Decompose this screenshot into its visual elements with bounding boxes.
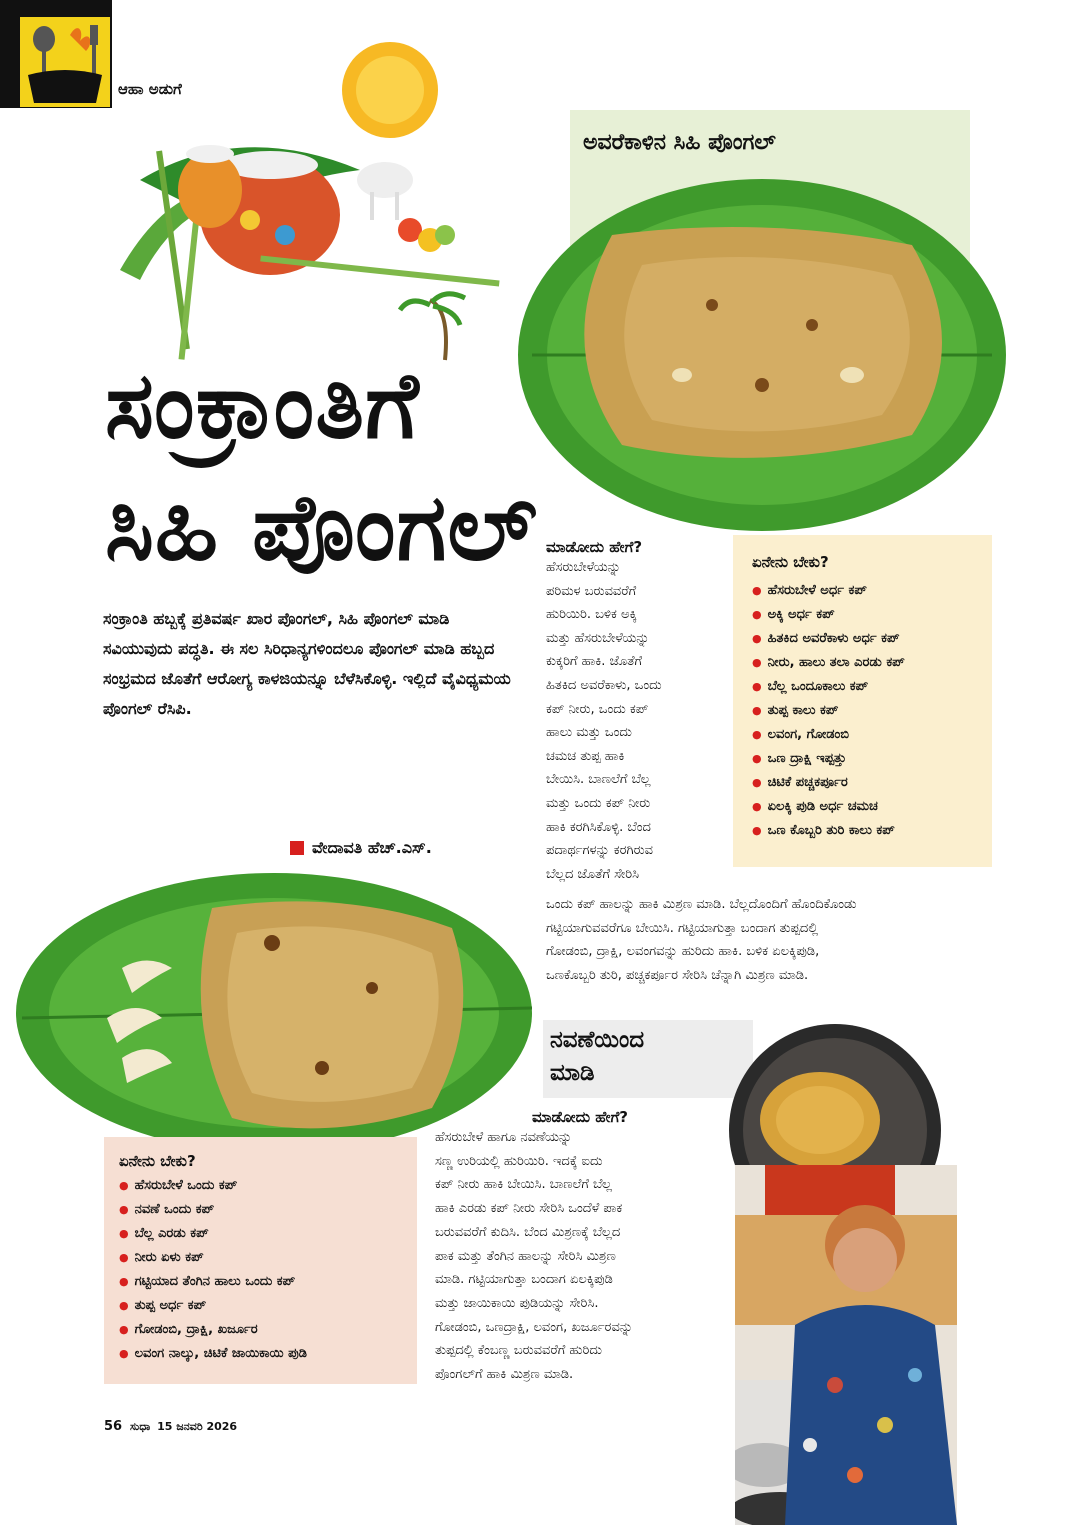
ingredient-item: ● ಹೆಸರುಬೇಳೆ ಒಂದು ಕಪ್ [119,1174,307,1198]
recipe1-ingredients [752,553,905,843]
method-line: ಒಣಕೊಬ್ಬರಿ ತುರಿ, ಪಚ್ಚಕರ್ಪೂರ ಸೇರಿಸಿ ಚೆನ್ನಾಗಿ ಮಿಶ್ರಣ ಮಾಡಿ. [546,967,809,983]
ingredient-item: ● ಅಕ್ಕಿ ಅರ್ಧ ಕಪ್ [752,603,905,627]
magazine-name: ಸುಧಾ [129,1420,151,1433]
method-line: ಚಮಚ ತುಪ್ಪ ಹಾಕಿ [546,748,625,764]
recipe2-title-line1: ನವಣೆಯಿಂದ [550,1027,645,1053]
method-line: ಮಾಡಿ. ಗಟ್ಟಿಯಾಗುತ್ತಾ ಬಂದಾಗ ಏಲಕ್ಕಿಪುಡಿ [435,1272,613,1288]
recipe1-method-heading: ಮಾಡೋದು ಹೇಗೆ? [546,538,643,556]
section-label: ಆಹಾ ಅಡುಗೆ [118,80,182,98]
author-byline [290,838,432,858]
ingredient-item: ● ಹಿತಕಿದ ಅವರೆಕಾಳು ಅರ್ಧ ಕಪ್ [752,627,905,651]
recipe1-ingredients-heading: ಏನೇನು ಬೇಕು? [752,553,829,571]
section-badge-icon-area [20,17,110,107]
ingredient-item: ● ಏಲಕ್ಕಿ ಪುಡಿ ಅರ್ಧ ಚಮಚ [752,795,905,819]
method-line: ಹೆಸರುಬೇಳೆಯನ್ನು [546,560,621,575]
recipe2-title-line2: ಮಾಡಿ [550,1060,595,1086]
recipe2-title [550,1024,644,1090]
method-line: ಹಾಲು ಮತ್ತು ಒಂದು [546,725,632,741]
method-line: ಪಾಕ ಮತ್ತು ತೆಂಗಿನ ಹಾಲನ್ನು ಸೇರಿಸಿ ಮಿಶ್ರಣ [435,1248,616,1264]
recipe1-method-lines [546,556,726,886]
issue-date: 15 ಜನವರಿ 2026 [157,1420,238,1433]
method-line: ಹುರಿಯಿರಿ. ಬಳಿಕ ಅಕ್ಕಿ [546,607,637,623]
ingredient-item: ● ನೀರು ಏಳು ಕಪ್ [119,1246,307,1270]
main-title-line1: ಸಂಕ್ರಾಂತಿಗೆ [105,352,420,459]
page-footer [104,1419,237,1434]
method-line: ಒಂದು ಕಪ್ ಹಾಲನ್ನು ಹಾಕಿ ಮಿಶ್ರಣ ಮಾಡಿ. ಬೆಲ್ಲದೊಂದಿಗೆ ಹೊಂದಿಕೊಂಡು [546,897,857,912]
method-line: ಗಟ್ಟಿಯಾಗುವವರೆಗೂ ಬೇಯಿಸಿ. ಗಟ್ಟಿಯಾಗುತ್ತಾ ಬಂದಾಗ ತುಪ್ಪದಲ್ಲಿ [546,920,819,936]
ingredient-item: ● ಲವಂಗ, ಗೋಡಂಬಿ [752,723,905,747]
recipe1-method [546,538,726,886]
recipe2-ingredients-heading: ಏನೇನು ಬೇಕು? [119,1152,196,1170]
recipe1-ingredients-list [752,579,905,843]
ingredient-item: ● ಹೆಸರುಬೇಳೆ ಅರ್ಧ ಕಪ್ [752,579,905,603]
ingredient-item: ● ಒಣ ದ್ರಾಕ್ಷಿ ಇಪ್ಪತ್ತು [752,747,905,771]
method-line: ತುಪ್ಪದಲ್ಲಿ ಕೆಂಬಣ್ಣ ಬರುವವರೆಗೆ ಹುರಿದು [435,1343,602,1359]
ingredient-item: ● ನವಣೆ ಒಂದು ಕಪ್ [119,1198,307,1222]
method-line: ಕುಕ್ಕರಿಗೆ ಹಾಕಿ. ಜೊತೆಗೆ [546,654,643,670]
method-line: ಪರಿಮಳ ಬರುವವರೆಗೆ [546,583,637,599]
ingredient-item: ● ತುಪ್ಪ ಕಾಲು ಕಪ್ [752,699,905,723]
method-line: ಸಣ್ಣ ಉರಿಯಲ್ಲಿ ಹುರಿಯಿರಿ. ಇದಕ್ಕೆ ಐದು [435,1153,603,1169]
ingredient-item: ● ನೀರು, ಹಾಲು ತಲಾ ಎರಡು ಕಪ್ [752,651,905,675]
page-number: 56 [104,1419,123,1434]
author-name: ವೇದಾವತಿ ಹೆಚ್.ಎಸ್. [312,838,432,857]
method-line: ಗೋಡಂಬಿ, ಒಣದ್ರಾಕ್ಷಿ, ಲವಂಗ, ಖರ್ಜೂರವನ್ನು [435,1319,633,1335]
recipe2-method-heading: ಮಾಡೋದು ಹೇಗೆ? [531,1108,629,1126]
method-line: ಗೋಡಂಬಿ, ದ್ರಾಕ್ಷಿ, ಲವಂಗವನ್ನು ಹುರಿದು ಹಾಕಿ. ಬಳಿಕ ಏಲಕ್ಕಿಪುಡಿ, [546,944,820,960]
method-line: ಬೇಯಿಸಿ. ಬಾಣಲೆಗೆ ಬೆಲ್ಲ [546,772,651,788]
ingredient-item: ● ಬೆಲ್ಲ ಒಂದೂಕಾಲು ಕಪ್ [752,675,905,699]
recipe1-method-continued [546,893,996,987]
recipe2-method-lines [435,1126,725,1387]
method-line: ಹಿತಕಿದ ಅವರೆಕಾಳು, ಒಂದು [546,677,662,693]
chef-photo [735,1165,957,1525]
recipe2-ingredients-list [119,1174,307,1366]
method-line: ಮತ್ತು ಜಾಯಿಕಾಯಿ ಪುಡಿಯನ್ನು ಸೇರಿಸಿ. [435,1295,599,1311]
method-line: ಹಾಕಿ ಎರಡು ಕಪ್ ನೀರು ಸೇರಿಸಿ ಒಂದೆಳೆ ಪಾಕ [435,1201,623,1217]
method-line: ಹಾಕಿ ಕರಗಿಸಿಕೊಳ್ಳಿ. ಬೆಂದ [546,819,651,835]
recipe1-title: ಅವರೆಕಾಳಿನ ಸಿಹಿ ಪೊಂಗಲ್ [583,130,776,155]
intro-paragraph: ಸಂಕ್ರಾಂತಿ ಹಬ್ಬಕ್ಕೆ ಪ್ರತಿವರ್ಷ ಖಾರ ಪೊಂಗಲ್, ಸಿಹಿ ಪೊಂಗಲ್ ಮಾಡಿ ಸವಿಯುವುದು ಪದ್ಧತಿ. ಈ ಸಲ ಸಿರಿಧಾನ್ಯಗಳಿಂದಲೂ ಪೊಂಗಲ್ ಮಾಡಿ ಹಬ್ಬದ ಸಂಭ್ರಮದ ಜೊತೆಗೆ ಆರೋಗ್ಯ ಕಾಳಜಿಯನ್ನೂ ಬೆಳೆಸಿಕೊಳ್ಳಿ. ಇಲ್ಲಿದೆ ವೈವಿಧ್ಯಮಯ ಪೊಂಗಲ್ ರೆಸಿಪಿ. [103,609,511,718]
ingredient-item: ● ಗೋಡಂಬಿ, ದ್ರಾಕ್ಷಿ, ಖರ್ಜೂರ [119,1318,307,1342]
festival-illustration [100,30,510,380]
recipe2-method [435,1108,725,1387]
recipe2-ingredients [119,1152,307,1366]
ingredient-item: ● ಬೆಲ್ಲ ಎರಡು ಕಪ್ [119,1222,307,1246]
method-line: ಮತ್ತು ಒಂದು ಕಪ್ ನೀರು [546,795,651,811]
main-title-line2: ಸಿಹಿ ಪೊಂಗಲ್ [105,474,538,581]
method-line: ಬೆಲ್ಲದ ಜೊತೆಗೆ ಸೇರಿಸಿ [546,866,640,882]
ingredient-item: ● ತುಪ್ಪ ಅರ್ಧ ಕಪ್ [119,1294,307,1318]
method-line: ಮತ್ತು ಹೆಸರುಬೇಳೆಯನ್ನು [546,630,650,646]
main-title [105,345,538,589]
ingredient-item: ● ಒಣ ಕೊಬ್ಬರಿ ತುರಿ ಕಾಲು ಕಪ್ [752,819,905,843]
ingredient-item: ● ಗಟ್ಟಿಯಾದ ತೆಂಗಿನ ಹಾಲು ಒಂದು ಕಪ್ [119,1270,307,1294]
avarekalu-pongal-photo [512,175,1012,535]
method-line: ಪದಾರ್ಥಗಳನ್ನು ಕರಗಿರುವ [546,843,653,859]
method-line: ಕಪ್ ನೀರು ಹಾಕಿ ಬೇಯಿಸಿ. ಬಾಣಲೆಗೆ ಬೆಲ್ಲ [435,1177,612,1193]
method-line: ಹೆಸರುಬೇಳೆ ಹಾಗೂ ನವಣೆಯನ್ನು [435,1130,573,1145]
byline-marker-icon [290,841,304,855]
ingredient-item: ● ಲವಂಗ ನಾಲ್ಕು, ಚಿಟಿಕೆ ಜಾಯಿಕಾಯಿ ಪುಡಿ [119,1342,307,1366]
ingredient-item: ● ಚಿಟಿಕೆ ಪಚ್ಚಕರ್ಪೂರ [752,771,905,795]
cooking-pot-icon [20,17,110,107]
method-line: ಪೊಂಗಲ್‌ಗೆ ಹಾಕಿ ಮಿಶ್ರಣ ಮಾಡಿ. [435,1367,574,1383]
method-line: ಕಪ್ ನೀರು, ಒಂದು ಕಪ್ [546,701,649,717]
method-line: ಬರುವವರೆಗೆ ಕುದಿಸಿ. ಬೆಂದ ಮಿಶ್ರಣಕ್ಕೆ ಬೆಲ್ಲದ [435,1224,621,1240]
